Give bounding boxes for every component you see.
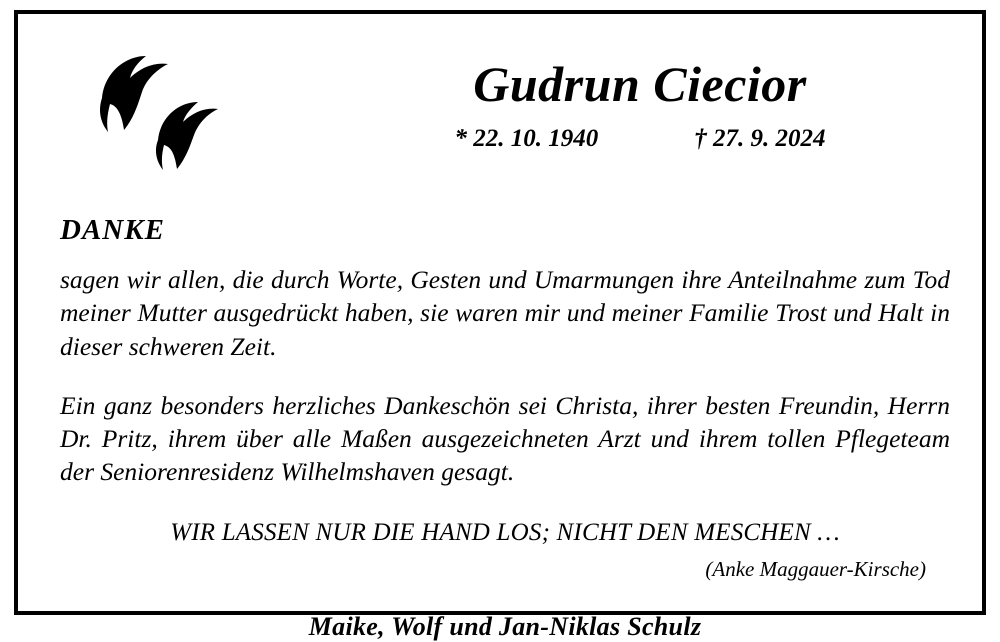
name-block (330, 58, 950, 153)
quote-author: (Anke Maggauer-Kirsche) (705, 556, 926, 581)
life-dates (330, 125, 950, 153)
body-paragraph-2: Ein ganz besonders herzliches Dankeschön sei Christa, ihrer besten Freundin, Herrn Dr. Pritz, ihrem über alle Maßen ausgezeichneten Arzt und ihrem tollen Pflegeteam der Seniorenresidenz Wilhelmshaven gesagt. (60, 390, 950, 487)
deceased-name: Gudrun Ciecior (473, 56, 807, 112)
signature-line: Maike, Wolf und Jan-Niklas Schulz (308, 611, 702, 641)
obituary-notice (14, 10, 986, 641)
quote-text: WIR LASSEN NUR DIE HAND LOS; NICHT DEN MESCHEN … (170, 518, 840, 546)
notice-inner (18, 14, 982, 641)
two-doves-icon (94, 46, 284, 174)
thanks-heading: DANKE (60, 214, 165, 246)
notice-header (60, 32, 950, 180)
birth-date: * 22. 10. 1940 (454, 124, 599, 152)
death-date: † 27. 9. 2024 (694, 124, 826, 152)
body-paragraph-1: sagen wir allen, die durch Worte, Gesten und Umarmungen ihre Anteilnahme zum Tod meiner Mutter ausgedrückt haben, sie waren mir und meiner Familie Trost und Halt in dieser schweren Zeit. (60, 265, 950, 361)
